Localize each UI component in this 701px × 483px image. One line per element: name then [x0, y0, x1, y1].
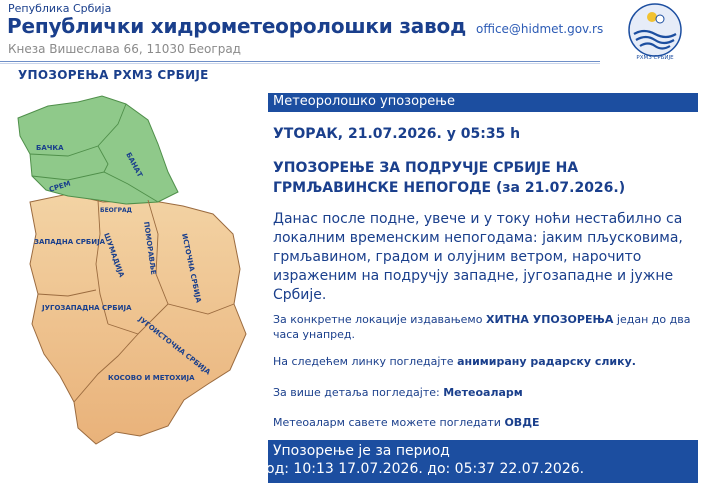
region-label-kosovo-metohija[interactable]: КОСОВО И МЕТОХИЈА	[108, 374, 195, 382]
panel-heading: Метеоролошко упозорење	[268, 93, 698, 112]
region-label-srem[interactable]: СРЕМ	[48, 179, 72, 194]
institution-name[interactable]: Републички хидрометеоролошки завод	[7, 14, 467, 38]
urgent-warnings-note: За конкретне локације издавањемо ХИТНА УПОЗОРЕЊА један до два часа унапред.	[273, 313, 691, 341]
header-divider-light	[0, 63, 600, 64]
region-label-sumadija[interactable]: ШУМАДИЈА	[102, 231, 126, 279]
urgent-warnings-label: ХИТНА УПОЗОРЕЊА	[485, 313, 614, 326]
meteoalarm-advice-link[interactable]: ОВДЕ	[504, 416, 540, 429]
warning-title: УПОЗОРЕЊЕ ЗА ПОДРУЧЈЕ СРБИЈЕ НА ГРМЉАВИНСКЕ НЕПОГОДЕ (за 21.07.2026.)	[273, 160, 626, 196]
meteoalarm-advice-note: Метеоаларм савете можете погледати ОВДЕ	[273, 416, 540, 429]
site-header	[0, 0, 701, 62]
warning-date: УТОРАК, 21.07.2026. у 05:35 h	[273, 126, 521, 142]
region-label-jugoistocna-srbija[interactable]: ЈУГОИСТОЧНА СРБИЈА	[136, 315, 212, 377]
rhmz-logo-icon[interactable]	[622, 0, 688, 62]
institution-address: Кнеза Вишеслава 66, 11030 Београд	[8, 42, 241, 56]
warning-period-title: Упозорење је за период	[273, 443, 450, 459]
warning-period-box	[268, 440, 698, 483]
government-line: Република Србија	[8, 2, 112, 15]
sidebar-title: УПОЗОРЕЊА РХМЗ СРБИЈЕ	[18, 68, 209, 82]
region-label-jugozapadna-srbija[interactable]: ЈУГОЗАПАДНА СРБИЈА	[42, 304, 132, 312]
region-label-zapadna-srbija[interactable]: ЗАПАДНА СРБИЈА	[34, 238, 106, 246]
region-label-istocna-srbija[interactable]: ИСТОЧНА СРБИЈА	[180, 232, 203, 304]
radar-animation-link[interactable]: анимирану радарску слику.	[457, 355, 636, 368]
warning-description: Данас после подне, увече и у току ноћи нестабилно са локалним временским непогодама: јаким пљусковима, грмљавином, градом и олујним ветром, нарочито израженим на подручју западне, југозападне и јужне Србије.	[273, 211, 683, 303]
header-divider	[0, 61, 600, 62]
meteoalarm-link[interactable]: Метеоаларм	[443, 386, 523, 399]
logo-text: РХМЗ СРБИЈЕ	[636, 55, 674, 61]
region-label-backa[interactable]: БАЧКА	[36, 144, 64, 152]
radar-note: На следећем линку погледајте анимирану радарску слику.	[273, 355, 636, 368]
region-label-pomoravlje[interactable]: ПОМОРАВЉЕ	[142, 221, 158, 276]
email-link[interactable]: office@hidmet.gov.rs	[476, 22, 604, 36]
meteoalarm-note: За више детаља погледајте: Метеоаларм	[273, 386, 523, 399]
region-label-beograd[interactable]: БЕОГРАД	[100, 207, 132, 214]
warning-period-values: од: 10:13 17.07.2026. до: 05:37 22.07.2026.	[266, 461, 585, 477]
region-label-banat[interactable]: БАНАТ	[124, 151, 144, 179]
serbia-warning-map[interactable]	[8, 84, 260, 454]
